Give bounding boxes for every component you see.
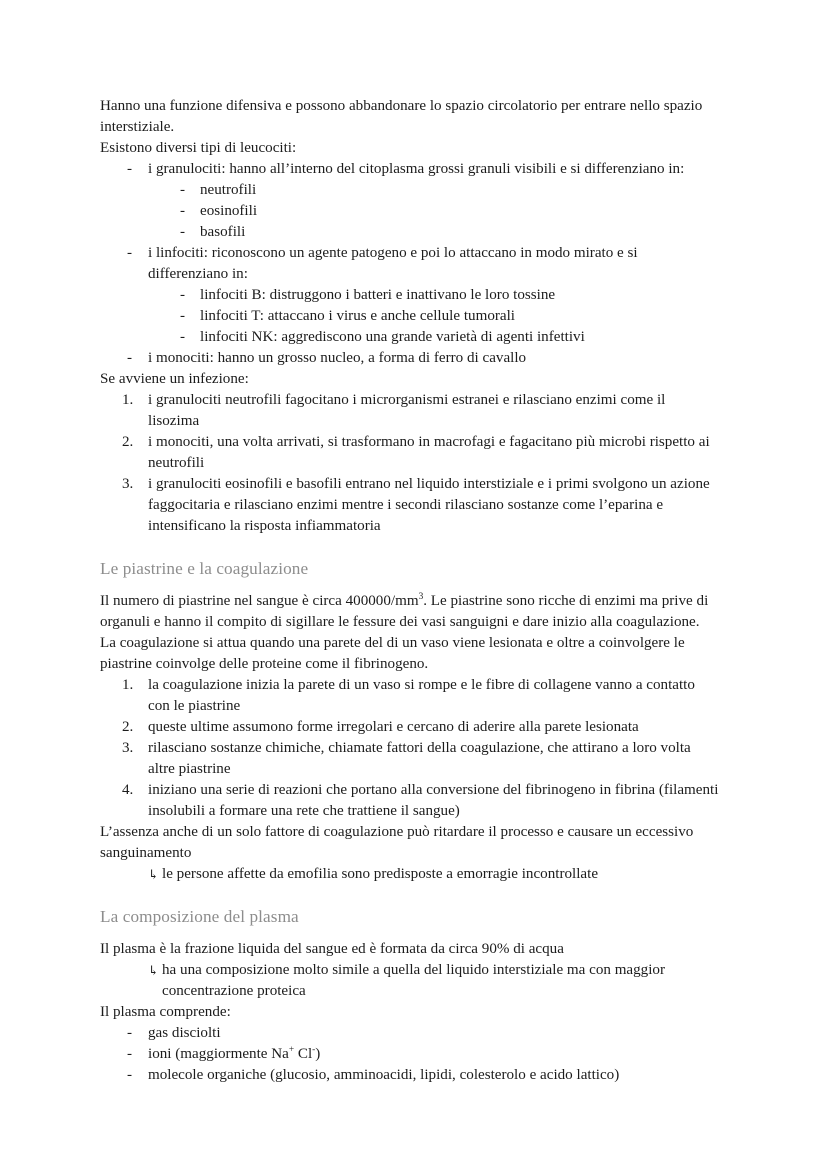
text-run: . Le piastrine sono ricche di enzimi ma prive di organuli e hanno il compito di sigillare le fessure dei vasi sanguigni e dare inizio alla coagulazione. (100, 593, 709, 630)
list-item-label: gas disciolti (148, 1025, 221, 1041)
list-item-label: i monociti: hanno un grosso nucleo, a forma di ferro di cavallo (148, 350, 527, 366)
list-number: 2. (122, 434, 134, 450)
list-item (100, 159, 720, 180)
paragraph-infezione-lead: Se avviene un infezione: (100, 371, 249, 387)
paragraph-intro-2: Esistono diversi tipi di leucociti: (100, 140, 297, 156)
bullet-dash-icon: - (127, 350, 133, 366)
paragraph-piastrine-3: L’assenza anche di un solo fattore di coagulazione può ritardare il processo e causare un eccessivo sanguinamento (100, 824, 694, 861)
list-item (100, 201, 720, 222)
bullet-dash-icon: - (180, 308, 186, 324)
spacer (100, 885, 720, 906)
section-heading-plasma: La composizione del plasma (100, 907, 299, 926)
list-item-label: i granulociti: hanno all’interno del citoplasma grossi granuli visibili e si differenziano in: (148, 161, 685, 177)
list-item (100, 222, 720, 243)
numbered-list-item (100, 432, 720, 474)
document-content (100, 96, 720, 1086)
bullet-dash-icon: - (127, 161, 133, 177)
text-run: ioni (maggiormente Na (148, 1046, 289, 1062)
bullet-dash-icon: - (127, 1046, 133, 1062)
list-number: 3. (122, 740, 134, 756)
bullet-dash-icon: - (127, 245, 133, 261)
numbered-list-item (100, 474, 720, 537)
list-item-label: la coagulazione inizia la parete di un vaso si rompe e le fibre di collagene vanno a contatto con le piastrine (148, 677, 695, 714)
list-item-label: linfociti B: distruggono i batteri e inattivano le loro tossine (200, 287, 556, 303)
bullet-dash-icon: - (180, 329, 186, 345)
list-item (100, 327, 720, 348)
list-item-label: queste ultime assumono forme irregolari e cercano di aderire alla parete lesionata (148, 719, 639, 735)
sub-note-label: ha una composizione molto simile a quella del liquido interstiziale ma con maggior concentrazione proteica (162, 962, 665, 999)
bullet-dash-icon: - (180, 287, 186, 303)
bullet-dash-icon: - (127, 1025, 133, 1041)
list-item (100, 180, 720, 201)
list-number: 3. (122, 476, 134, 492)
list-item-label: rilasciano sostanze chimiche, chiamate fattori della coagulazione, che attirano a loro volta altre piastrine (148, 740, 691, 777)
list-number: 4. (122, 782, 134, 798)
list-item (100, 306, 720, 327)
text-run: Il numero di piastrine nel sangue è circa 400000/mm (100, 593, 419, 609)
list-item (100, 348, 720, 369)
bullet-dash-icon: - (180, 203, 186, 219)
list-item (100, 1023, 720, 1044)
numbered-list-item (100, 675, 720, 717)
superscript-plus: + (288, 1044, 295, 1055)
list-item-label: i monociti, una volta arrivati, si trasformano in macrofagi e fagacitano più microbi rispetto ai neutrofili (148, 434, 710, 471)
list-number: 1. (122, 392, 134, 408)
list-item-label: i granulociti eosinofili e basofili entrano nel liquido interstiziale e i primi svolgono un azione faggocitaria e rilasciano enzimi mentre i secondi rilasciano sostanze come l’eparina e intensificano la risposta infiammatoria (148, 476, 710, 534)
hook-arrow-icon: ↳ (148, 963, 159, 978)
list-item-label: molecole organiche (glucosio, amminoacidi, lipidi, colesterolo e acido lattico) (148, 1067, 620, 1083)
list-item (100, 285, 720, 306)
section-heading-piastrine: Le piastrine e la coagulazione (100, 559, 309, 578)
spacer (100, 928, 720, 939)
numbered-list-item (100, 390, 720, 432)
list-item-label: i linfociti: riconoscono un agente patogeno e poi lo attaccano in modo mirato e si differenziano in: (148, 245, 638, 282)
paragraph-plasma-lead: Il plasma comprende: (100, 1004, 231, 1020)
numbered-list-item (100, 738, 720, 780)
list-item-label: i granulociti neutrofili fagocitano i microrganismi estranei e rilasciano enzimi come il lisozima (148, 392, 666, 429)
sub-note-label: le persone affette da emofilia sono predisposte a emorragie incontrollate (162, 866, 599, 882)
paragraph-plasma-1: Il plasma è la frazione liquida del sangue ed è formata da circa 90% di acqua (100, 941, 564, 957)
text-run: Cl (294, 1046, 313, 1062)
list-item-label-ioni (148, 1044, 720, 1065)
list-item-label: basofili (200, 224, 246, 240)
paragraph-piastrine-2: La coagulazione si attua quando una parete del di un vaso viene lesionata e oltre a coinvolgere le piastrine coinvolge delle proteine come il fibrinogeno. (100, 635, 685, 672)
superscript-minus: - (312, 1044, 316, 1055)
bullet-dash-icon: - (180, 182, 186, 198)
list-number: 1. (122, 677, 134, 693)
hook-arrow-icon: ↳ (148, 867, 159, 882)
paragraph-intro-1: Hanno una funzione difensiva e possono abbandonare lo spazio circolatorio per entrare nello spazio interstiziale. (100, 98, 703, 135)
sub-note (100, 864, 720, 885)
list-item (100, 1065, 720, 1086)
list-item-label: iniziano una serie di reazioni che portano alla conversione del fibrinogeno in fibrina (filamenti insolubili a formare una rete che trattiene il sangue) (148, 782, 719, 819)
superscript-cubic: 3 (418, 591, 424, 602)
sub-note (100, 960, 720, 1002)
list-item-label: neutrofili (200, 182, 257, 198)
list-item-label: eosinofili (200, 203, 258, 219)
list-item (100, 243, 720, 285)
spacer (100, 580, 720, 591)
paragraph-piastrine-1 (100, 591, 720, 633)
numbered-list-item (100, 717, 720, 738)
bullet-dash-icon: - (180, 224, 186, 240)
list-item (100, 1044, 720, 1065)
numbered-list-item (100, 780, 720, 822)
spacer (100, 537, 720, 558)
list-item-label: linfociti T: attaccano i virus e anche cellule tumorali (200, 308, 515, 324)
list-item-label: linfociti NK: aggrediscono una grande varietà di agenti infettivi (200, 329, 585, 345)
bullet-dash-icon: - (127, 1067, 133, 1083)
list-number: 2. (122, 719, 134, 735)
text-run: ) (315, 1046, 321, 1062)
